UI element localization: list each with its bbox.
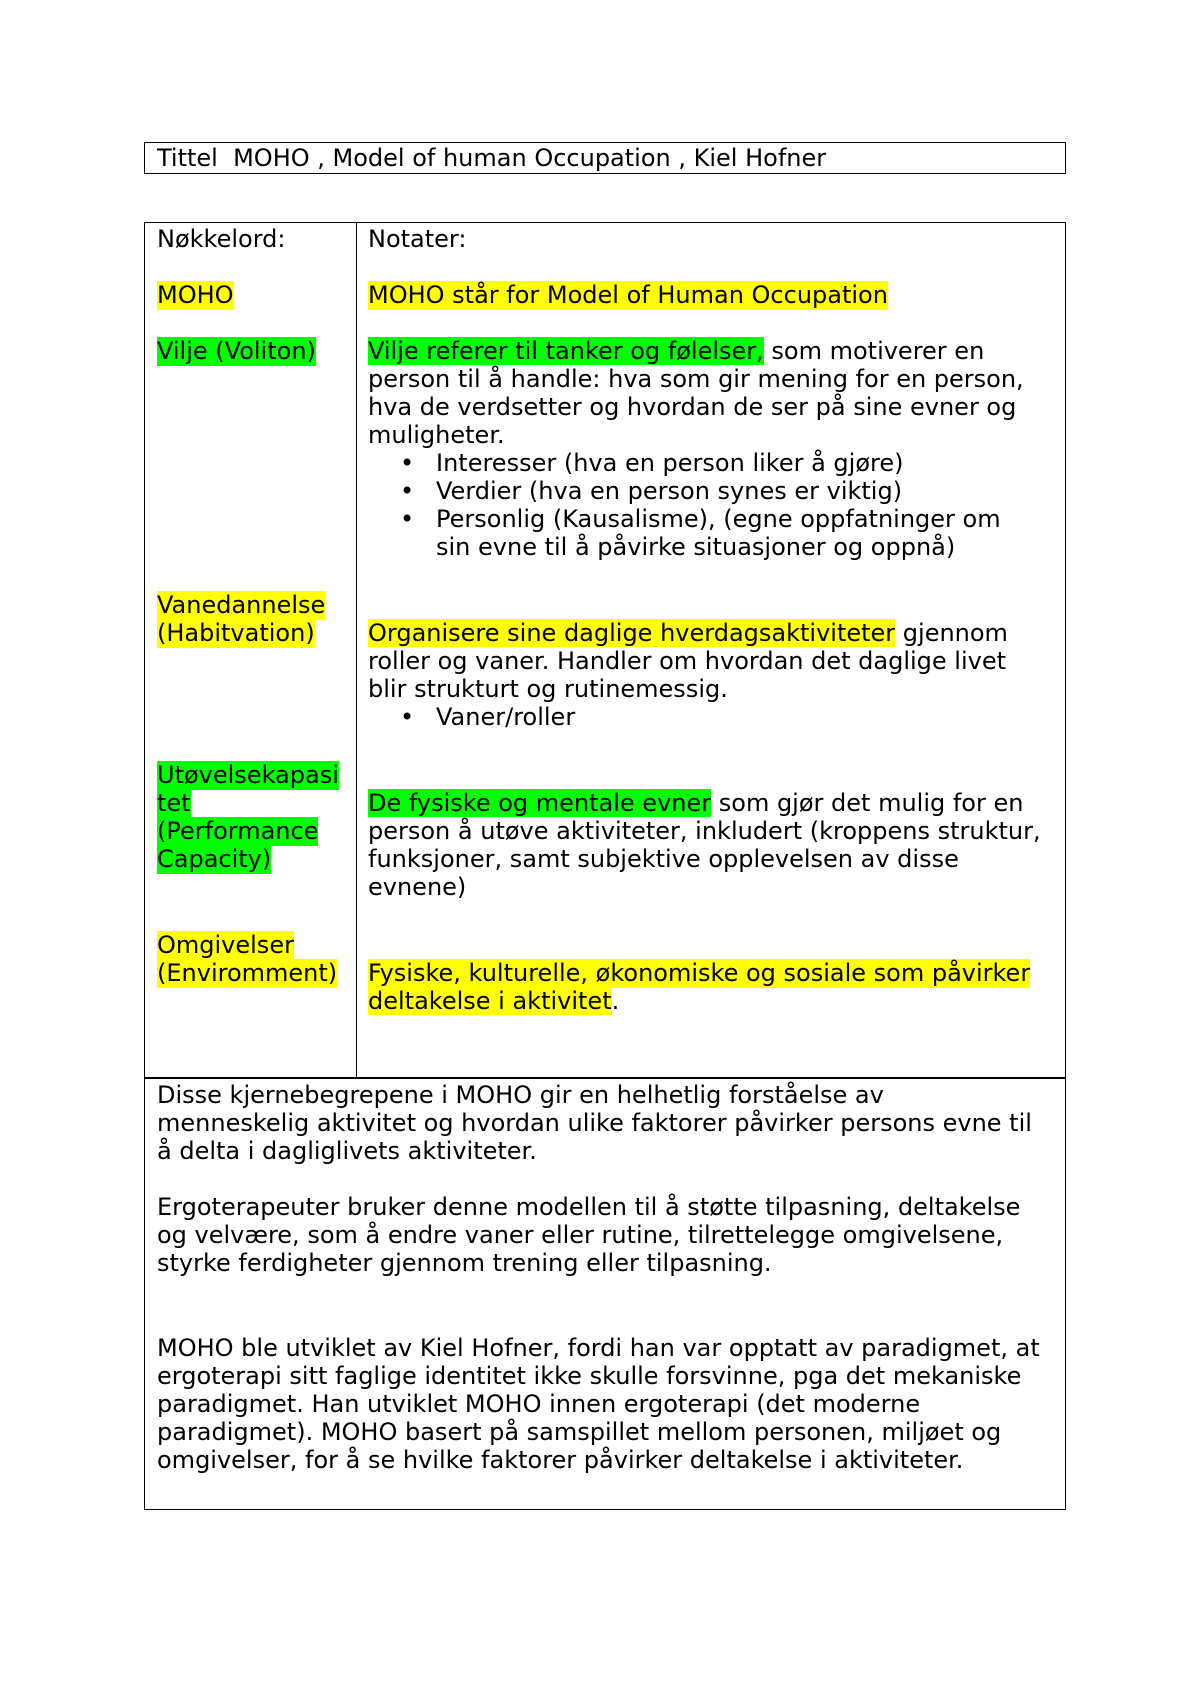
note-utovelse-line3: funksjoner, samt subjektive opplevelsen av disse: [368, 845, 959, 873]
summary-p3-line4: paradigmet). MOHO basert på samspillet mellom personen, miljøet og: [157, 1418, 1002, 1446]
note-vane-rest: gjennom: [895, 619, 1008, 647]
note-utovelse-rest: som gjør det mulig for en: [711, 789, 1024, 817]
list-item: [400, 505, 1040, 561]
vilje-bullet-3-cont: sin evne til å påvirke situasjoner og oppnå): [436, 533, 956, 561]
title-box: [144, 142, 1066, 174]
summary-p3-line1: MOHO ble utviklet av Kiel Hofner, fordi han var opptatt av paradigmet, at: [157, 1334, 1040, 1362]
keyword-omgivelser-line1: Omgivelser: [157, 931, 294, 959]
summary-p2-line2: og velvære, som å endre vaner eller rutine, tilrettelegge omgivelsene,: [157, 1221, 1004, 1249]
list-item: [400, 449, 1040, 477]
keyword-vanedannelse-line1: Vanedannelse: [157, 591, 326, 619]
note-vane-line2: roller og vaner. Handler om hvordan det daglige livet: [368, 647, 1007, 675]
note-moho: MOHO står for Model of Human Occupation: [368, 281, 888, 309]
bullet-icon: •: [400, 477, 415, 505]
vilje-bullet-1: Interesser (hva en person liker å gjøre): [436, 449, 904, 477]
keyword-vanedannelse-line2: (Habitvation): [157, 619, 315, 647]
note-vane-line3: blir strukturt og rutinemessig.: [368, 675, 728, 703]
note-vilje-rest: som motiverer en: [763, 337, 985, 365]
note-vilje-line1: [368, 337, 984, 366]
note-vilje-line4: muligheter.: [368, 421, 505, 449]
summary-p2-line3: styrke ferdigheter gjennom trening eller tilpasning.: [157, 1249, 772, 1277]
summary-p1-line3: å delta i dagliglivets aktiviteter.: [157, 1137, 537, 1165]
note-omgivelser-line1: Fysiske, kulturelle, økonomiske og sosiale som påvirker: [368, 959, 1031, 987]
bullet-icon: •: [400, 703, 415, 731]
note-utovelse-line2: person å utøve aktiviteter, inkludert (kroppens struktur,: [368, 817, 1041, 845]
keyword-utovelse-line1: Utøvelsekapasi: [157, 761, 339, 789]
list-item: [400, 703, 1040, 731]
column-divider: [356, 223, 357, 1077]
note-utovelse-highlight: De fysiske og mentale evner: [368, 789, 712, 817]
summary-p3-line3: paradigmet. Han utviklet MOHO innen ergoterapi (det moderne: [157, 1390, 921, 1418]
keyword-utovelse-line2: tet: [157, 789, 191, 817]
note-omgivelser-line2-wrap: [368, 987, 619, 1016]
keywords-header: Nøkkelord:: [157, 225, 286, 253]
note-vilje-line3: hva de verdsetter og hvordan de ser på sine evner og: [368, 393, 1017, 421]
list-item: [400, 477, 1040, 505]
note-utovelse-line1: [368, 789, 1023, 818]
document-title: Tittel MOHO , Model of human Occupation , Kiel Hofner: [157, 144, 827, 172]
vilje-bullet-2: Verdier (hva en person synes er viktig): [436, 477, 903, 505]
summary-p3-line2: ergoterapi sitt faglige identitet ikke skulle forsvinne, pga det mekaniske: [157, 1362, 1022, 1390]
note-vilje-line2: person til å handle: hva som gir mening for en person,: [368, 365, 1024, 393]
summary-box: [144, 1077, 1066, 1510]
note-vilje-highlight: Vilje referer til tanker og følelser,: [368, 337, 764, 365]
summary-p3-line5: omgivelser, for å se hvilke faktorer påvirker deltakelse i aktiviteter.: [157, 1446, 964, 1474]
note-vane-line1: [368, 619, 1008, 648]
keyword-vilje: Vilje (Voliton): [157, 337, 316, 365]
vane-bullet: Vaner/roller: [436, 703, 576, 731]
keywords-notes-table: [144, 222, 1066, 1078]
note-vane-highlight: Organisere sine daglige hverdagsaktiviteter: [368, 619, 896, 647]
keyword-utovelse-line4: Capacity): [157, 845, 272, 873]
note-utovelse-line4: evnene): [368, 873, 467, 901]
summary-p1-line2: menneskelig aktivitet og hvordan ulike faktorer påvirker persons evne til: [157, 1109, 1032, 1137]
notes-header: Notater:: [368, 225, 467, 253]
note-omgivelser-line2: deltakelse i aktivitet: [368, 987, 612, 1015]
bullet-icon: •: [400, 505, 415, 533]
note-omgivelser-end: .: [611, 987, 620, 1015]
summary-p1-line1: Disse kjernebegrepene i MOHO gir en helhetlig forståelse av: [157, 1081, 884, 1109]
bullet-icon: •: [400, 449, 415, 477]
keyword-omgivelser-line2: (Enviromment): [157, 959, 338, 987]
keyword-utovelse-line3: (Performance: [157, 817, 319, 845]
vilje-bullet-3: Personlig (Kausalisme), (egne oppfatninger om: [436, 505, 1001, 533]
summary-p2-line1: Ergoterapeuter bruker denne modellen til å støtte tilpasning, deltakelse: [157, 1193, 1021, 1221]
keyword-moho: MOHO: [157, 281, 234, 309]
